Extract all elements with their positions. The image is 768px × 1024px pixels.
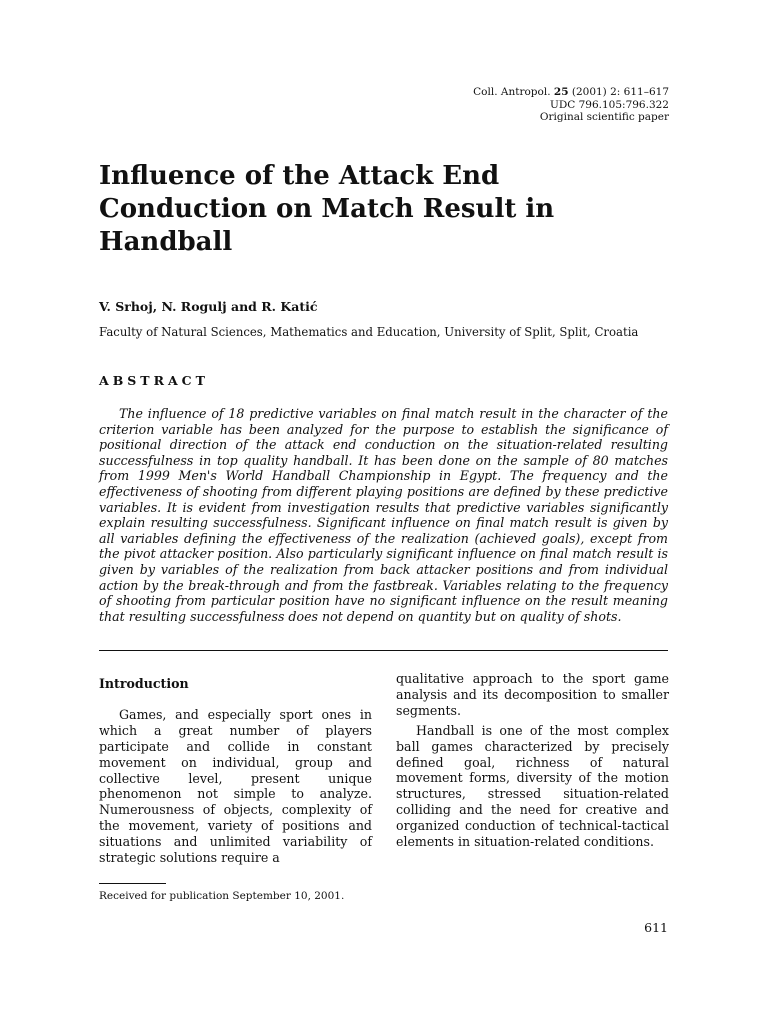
introduction-heading: Introduction [99, 676, 189, 691]
paper-type: Original scientific paper [539, 111, 669, 123]
section-divider [99, 650, 668, 651]
abstract-heading: ABSTRACT [99, 373, 209, 388]
abstract-text: The influence of 18 predictive variables on final match result in the character of the criterion variable has been analyzed for the purpose to establish the significance of positional direction of the attack end conduction on the situation-related resulting successfulness in top quality handball. It has been done on the sample of 80 matches from 1999 Men's World Handball Championship in Egypt. The frequency and the effectiveness of shooting from different playing positions are defined by these predictive variables. It is evident from investigation results that predictive variables significantly explain resulting successfulness. Significant influence on final match result is given by all variables defining the effectiveness of the realization (achieved goals), except from the pivot attacker position. Also particularly significant influence on final match result is given by variables of the realization from back attacker positions and from individual action by the break-through and from the fastbreak. Variables relating to the frequency of shooting from particular position have no significant influence on the result meaning that resulting successfulness does not depend on quantity but on quality of shots. [99, 406, 668, 624]
journal-name: Coll. Antropol. [473, 86, 551, 98]
page-number: 611 [644, 920, 668, 935]
footnote-rule [99, 883, 166, 884]
journal-citation [473, 86, 669, 99]
body-column-left [99, 676, 372, 866]
journal-issue: (2001) 2: 611–617 [571, 86, 669, 98]
paper-title: Influence of the Attack End Conduction on Match Result in Handball [99, 161, 555, 257]
intro-paragraph-2: Handball is one of the most complex ball games characterized by precisely defined goal, richness of natural movement forms, diversity of the motion structures, stressed situation-related colliding and the need for creative and organized conduction of technical-tactical elements in situation-related conditions. [396, 722, 669, 850]
intro-paragraph-1-continued: qualitative approach to the sport game analysis and its decomposition to smaller segments. [396, 671, 669, 718]
body-column-right [396, 671, 669, 850]
intro-paragraph-1: Games, and especially sport ones in which a great number of players participate and collide in constant movement on individual, group and collective level, present unique phenomenon not simple to analyze. Numerousness of objects, complexity of the movement, variety of positions and situations and unlimited variability of strategic solutions require a [99, 706, 372, 866]
journal-header [473, 86, 669, 124]
udc-code: UDC 796.105:796.322 [549, 98, 669, 111]
received-footnote: Received for publication September 10, 2001. [99, 890, 345, 902]
journal-volume: 25 [553, 86, 569, 98]
affiliation: Faculty of Natural Sciences, Mathematics and Education, University of Split, Split, Croatia [99, 325, 639, 339]
author-list: V. Srhoj, N. Rogulj and R. Katić [99, 299, 318, 314]
